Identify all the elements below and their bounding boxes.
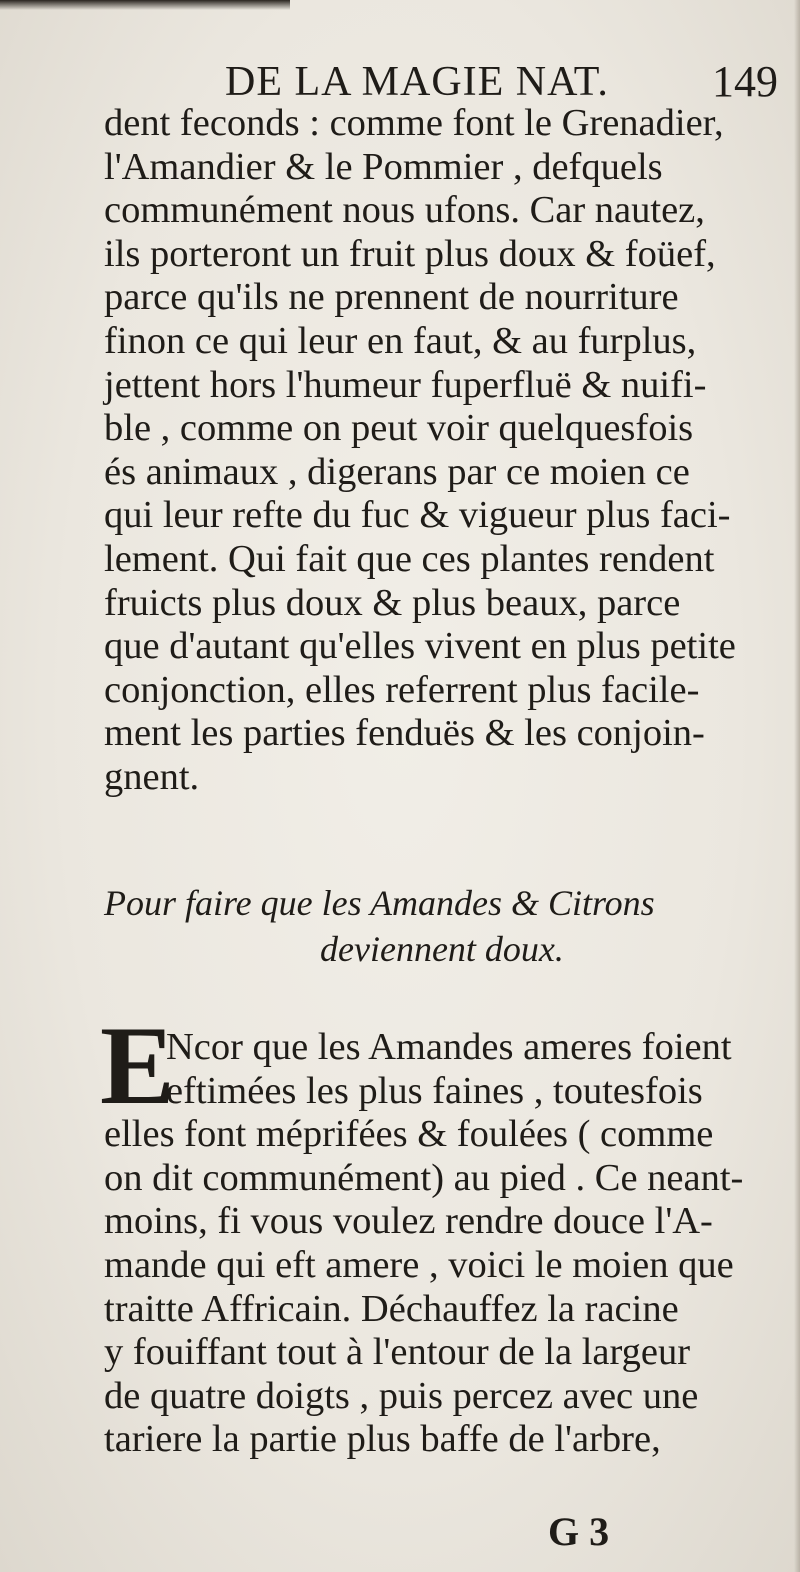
text-line: finon ce qui leur en faut, & au furplus, [104, 319, 697, 362]
page-edge-shadow [0, 0, 290, 10]
text-line: moins, fi vous voulez rendre douce l'A- [104, 1200, 713, 1243]
page-number: 149 [712, 57, 778, 106]
text-line: conjonction, elles referrent plus facile- [104, 668, 700, 711]
text-line: l'Amandier & le Pommier , defquels [104, 145, 663, 188]
text-line: dent feconds : comme font le Grenadier, [104, 102, 724, 144]
text-line: on dit communément) au pied . Ce neant- [104, 1156, 744, 1199]
text-line: ble , comme on peut voir quelquesfois [104, 407, 694, 450]
text-line: és animaux , digerans par ce moien ce [104, 450, 690, 493]
text-line: y fouiffant tout à l'entour de la largeur [104, 1331, 691, 1374]
text-line: ils porteront un fruit plus doux & foüef, [104, 232, 716, 275]
section-heading [104, 880, 794, 972]
signature-mark: G 3 [548, 1509, 610, 1554]
text-line: mande qui eft amere , voici le moien que [104, 1243, 734, 1286]
text-line: tariere la partie plus baffe de l'arbre, [104, 1418, 661, 1461]
text-line: Ncor que les Amandes ameres foient [166, 1026, 732, 1068]
text-line: parce qu'ils ne prennent de nourriture [104, 276, 679, 319]
body-text-bottom [104, 1026, 794, 1462]
heading-line: deviennent doux. [320, 929, 564, 969]
text-line: que d'autant qu'elles vivent en plus petite [104, 625, 736, 668]
text-line: fruicts plus doux & plus beaux, parce [104, 581, 681, 624]
text-line: eftimées les plus faines , toutesfois [166, 1069, 703, 1112]
drop-cap: E [100, 1004, 175, 1128]
text-line: communément nous ufons. Car nautez, [104, 189, 705, 232]
text-line: qui leur refte du fuc & vigueur plus faci- [104, 494, 731, 537]
text-line: jettent hors l'humeur fuperfluë & nuifi- [104, 363, 707, 406]
text-line: de quatre doigts , puis percez avec une [104, 1374, 699, 1417]
text-line: elles font méprifées & foulées ( comme [104, 1113, 714, 1156]
text-line: lement. Qui fait que ces plantes rendent [104, 537, 715, 580]
heading-line: Pour faire que les Amandes & Citrons [104, 883, 655, 923]
text-line: gnent. [104, 755, 200, 798]
page-edge-shadow [794, 0, 800, 1572]
text-line: ment les parties fenduës & les conjoin- [104, 712, 705, 755]
running-head: DE LA MAGIE NAT. [225, 59, 609, 105]
body-text-top [104, 102, 794, 800]
text-line: traitte Affricain. Déchauffez la racine [104, 1287, 679, 1330]
